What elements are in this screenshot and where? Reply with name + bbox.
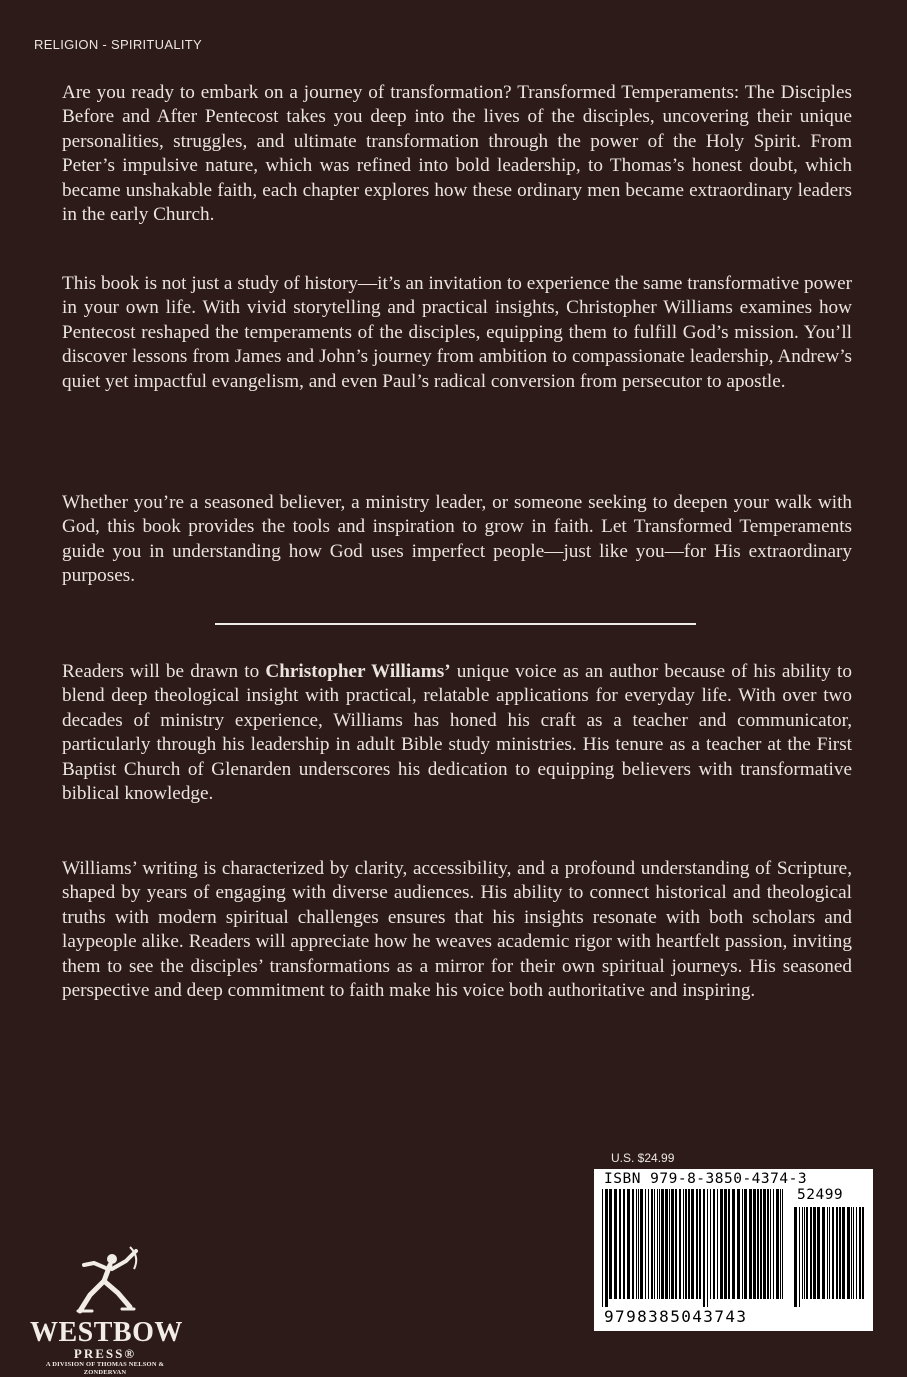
barcode-bar bbox=[720, 1189, 723, 1299]
barcode-bar bbox=[732, 1189, 735, 1299]
barcode-bar bbox=[691, 1189, 694, 1299]
barcode-bar bbox=[713, 1189, 715, 1299]
price-label: U.S. $24.99 bbox=[611, 1151, 675, 1165]
author-bio-rest: unique voice as an author because of his ability to blend deep theological insight with practical, relatable applications for everyday life. With over two decades of ministry experience, Williams has honed his craft as a teacher and communicator, particularly through his leadership in adult Bible study ministries. His tenure as a teacher at the First Baptist Church of Glenarden underscores his dedication to equipping believers with transformative biblical knowledge. bbox=[62, 661, 852, 805]
barcode-bar bbox=[703, 1189, 705, 1307]
isbn-label: ISBN 979-8-3850-4374-3 bbox=[604, 1171, 808, 1187]
barcode-bar bbox=[671, 1189, 674, 1299]
barcode-bar bbox=[602, 1189, 603, 1307]
barcode-bar bbox=[679, 1189, 681, 1299]
publisher-logo bbox=[30, 1245, 183, 1377]
barcode-bar bbox=[859, 1207, 861, 1299]
barcode-bar bbox=[856, 1207, 857, 1299]
barcode-bar bbox=[605, 1189, 608, 1307]
barcode-bar bbox=[827, 1207, 828, 1299]
publisher-division: A DIVISION OF THOMAS NELSON & ZONDERVAN bbox=[45, 1361, 165, 1376]
barcode-bar bbox=[619, 1189, 621, 1299]
barcode-bar bbox=[806, 1207, 808, 1299]
barcode-bar bbox=[648, 1189, 649, 1299]
barcode-bar bbox=[822, 1207, 825, 1299]
barcode-bar bbox=[717, 1189, 718, 1299]
barcode-bar bbox=[640, 1189, 643, 1299]
barcode-bar bbox=[609, 1189, 612, 1299]
barcode-bar bbox=[851, 1207, 852, 1299]
barcode-bar bbox=[699, 1189, 701, 1299]
barcode-bar bbox=[707, 1189, 708, 1307]
barcode-bar bbox=[749, 1189, 752, 1299]
barcode-bar bbox=[813, 1207, 816, 1299]
author-bio-intro: Readers will be drawn to bbox=[62, 661, 266, 682]
barcode-bar bbox=[782, 1189, 783, 1299]
barcode-bar bbox=[683, 1189, 684, 1299]
barcode-bar bbox=[651, 1189, 653, 1299]
barcode-bar bbox=[654, 1189, 655, 1299]
barcode-bar bbox=[853, 1207, 854, 1299]
barcode-bar bbox=[665, 1189, 668, 1299]
barcode-bar bbox=[728, 1189, 730, 1299]
barcode-bar bbox=[794, 1207, 797, 1307]
barcode-bar bbox=[804, 1207, 805, 1299]
barcode-bar bbox=[829, 1207, 830, 1299]
barcode-bar bbox=[842, 1207, 845, 1299]
barcode-bar bbox=[744, 1189, 747, 1299]
publisher-name: WESTBOW bbox=[30, 1317, 183, 1348]
barcode-bar bbox=[862, 1207, 864, 1299]
barcode-bar bbox=[688, 1189, 690, 1299]
publisher-press: PRESS® bbox=[73, 1346, 137, 1361]
description-paragraph-2: This book is not just a study of history—it’s an invitation to experience the same transformative power in your own life. With vivid storytelling and practical insights, Christopher Williams examines how Pentecost reshaped the temperaments of the disciples, equipping them to fulfill God’s mission. You’ll discover lessons from James and John’s journey from ambition to compassionate leadership, Andrew’s quiet yet impactful evangelism, and even Paul’s radical conversion from persecutor to apostle. bbox=[62, 273, 852, 392]
ean-digits: 9798385043743 bbox=[604, 1307, 748, 1326]
barcode-bar bbox=[839, 1207, 841, 1299]
archer-figure-icon bbox=[60, 1245, 150, 1317]
barcode-bar bbox=[614, 1189, 617, 1299]
barcode-bar bbox=[832, 1207, 834, 1299]
barcode-bar bbox=[675, 1189, 677, 1299]
barcode-addon-digits: 52499 bbox=[797, 1187, 844, 1203]
author-name: Christopher Williams’ bbox=[265, 661, 451, 682]
barcode-bar bbox=[696, 1189, 698, 1299]
barcode-bar bbox=[645, 1189, 646, 1299]
barcode-bar bbox=[623, 1189, 625, 1299]
barcode-bar bbox=[753, 1189, 756, 1299]
barcode-bar bbox=[802, 1207, 803, 1299]
barcode-bar bbox=[737, 1189, 740, 1299]
barcode-bar bbox=[627, 1189, 630, 1299]
barcode-bar bbox=[810, 1207, 812, 1299]
barcode-bars bbox=[602, 1189, 786, 1307]
barcode-bar bbox=[760, 1189, 762, 1299]
barcode-bar bbox=[710, 1189, 711, 1299]
barcode-bar bbox=[847, 1207, 850, 1299]
barcode-bar bbox=[780, 1189, 781, 1299]
barcode-bar bbox=[817, 1207, 820, 1299]
barcode-bar bbox=[776, 1189, 779, 1299]
description-paragraph-1: Are you ready to embark on a journey of transformation? Transformed Temperaments: The Disciples Before and After Pentecost takes you deep into the lives of the disciples, uncovering their unique personalities, struggles, and ultimate transformation through the power of the Holy Spirit. From Peter’s impulsive nature, which was refined into bold leadership, to Thomas’s honest doubt, which became unshakable faith, each chapter explores how these ordinary men became extraordinary leaders in the early Church. bbox=[62, 82, 852, 226]
barcode-bar bbox=[685, 1189, 687, 1299]
barcode-bar bbox=[632, 1189, 634, 1299]
barcode-bar bbox=[763, 1189, 766, 1299]
barcode-bar bbox=[669, 1189, 670, 1299]
barcode-bar bbox=[836, 1207, 838, 1299]
barcode-bar bbox=[638, 1189, 639, 1299]
author-bio-paragraph-2: Williams’ writing is characterized by clarity, accessibility, and a profound understanding of Scripture, shaped by years of engaging with diverse audiences. His ability to connect historical and theological truths with modern spiritual challenges ensures that his insights resonate with both scholars and laypeople alike. Readers will appreciate how he weaves academic rigor with heartfelt passion, inviting them to see the disciples’ transformations as a mirror for their own spiritual journeys. His seasoned perspective and deep commitment to faith make his voice both authoritative and inspiring. bbox=[62, 858, 852, 1002]
barcode-bar bbox=[757, 1189, 759, 1299]
barcode-bar bbox=[661, 1189, 664, 1299]
barcode-bar bbox=[657, 1189, 658, 1299]
barcode-bar bbox=[724, 1189, 727, 1299]
barcode-bar bbox=[742, 1189, 743, 1299]
barcode-bar bbox=[773, 1189, 774, 1299]
section-divider bbox=[215, 623, 696, 625]
barcode-bar bbox=[799, 1207, 800, 1307]
barcode-addon-bars bbox=[794, 1207, 866, 1307]
barcode-bar bbox=[659, 1189, 660, 1299]
isbn-barcode bbox=[594, 1169, 873, 1331]
category-label: RELIGION - SPIRITUALITY bbox=[34, 37, 202, 52]
author-bio-paragraph-1 bbox=[62, 660, 852, 806]
description-paragraph-3: Whether you’re a seasoned believer, a ministry leader, or someone seeking to deepen your walk with God, this book provides the tools and inspiration to grow in faith. Let Transformed Temperaments guide you in understanding how God uses imperfect people—just like you—for His extraordinary purposes. bbox=[62, 492, 852, 587]
barcode-bar bbox=[770, 1189, 771, 1299]
barcode-bar bbox=[636, 1189, 637, 1299]
barcode-bar bbox=[767, 1189, 769, 1299]
